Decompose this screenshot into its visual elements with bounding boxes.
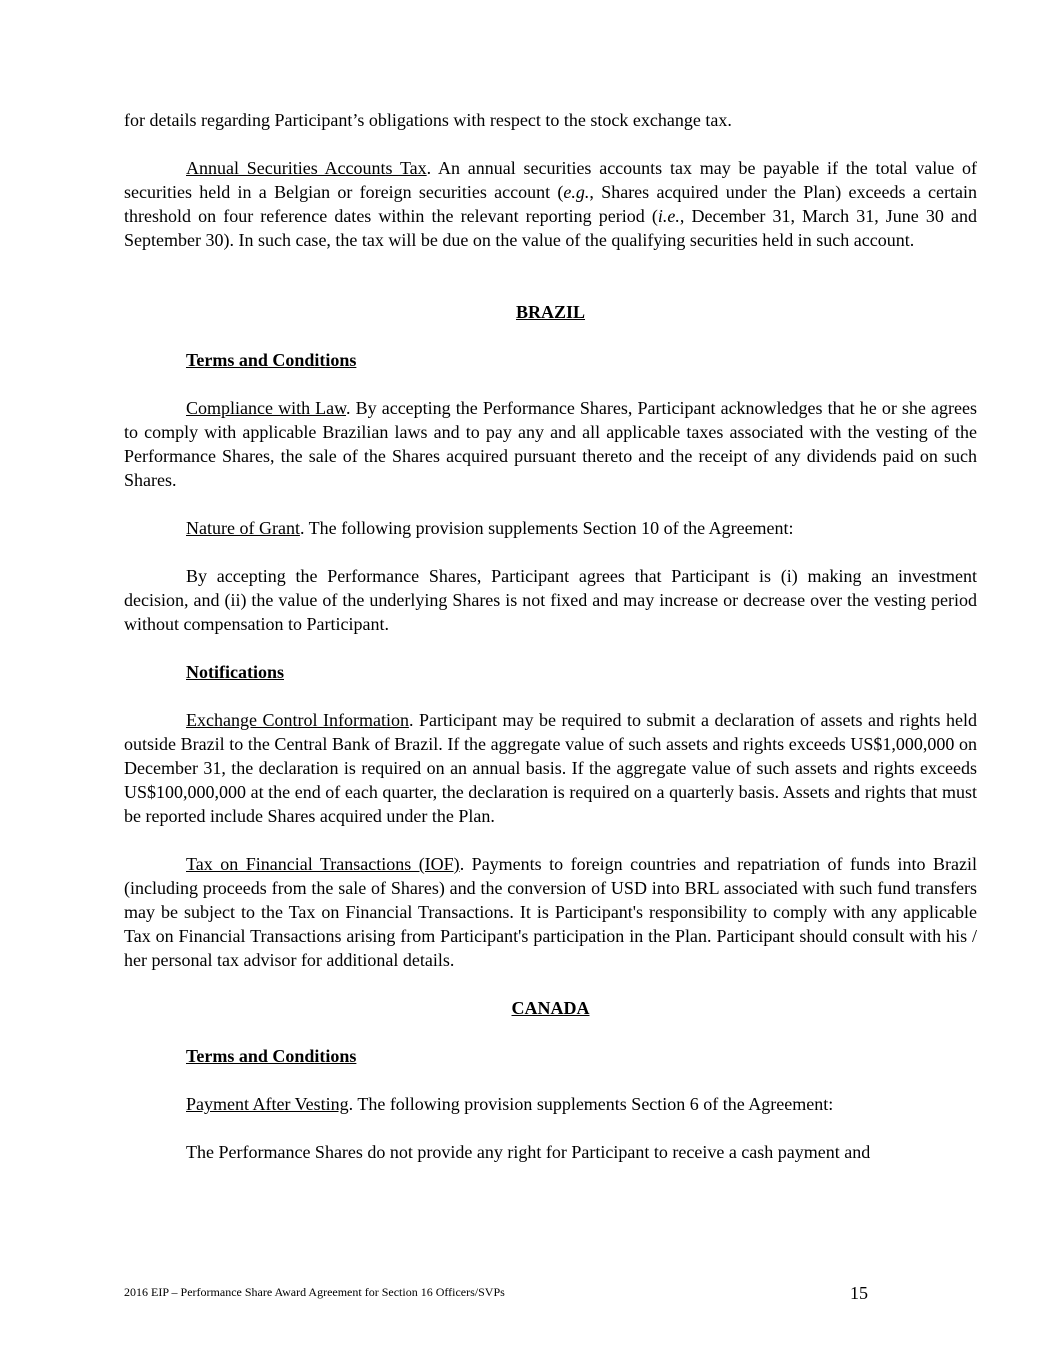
payment-after-vesting-paragraph: [124, 1092, 977, 1116]
canada-heading: CANADA: [511, 998, 590, 1018]
brazil-notifications-heading: Notifications: [186, 662, 284, 682]
nature-of-grant-body: By accepting the Performance Shares, Participant agrees that Participant is (i) making an investment decision, and (ii) the value of the underlying Shares is not fixed and may increase or decrease over the vesting period without compensation to Participant.: [124, 566, 977, 634]
canada-terms-heading: Terms and Conditions: [186, 1046, 357, 1066]
stock-exchange-tax-continuation: for details regarding Participant’s obligations with respect to the stock exchange tax.: [124, 110, 732, 130]
payment-after-vesting-text: . The following provision supplements Section 6 of the Agreement:: [348, 1094, 834, 1114]
brazil-heading: BRAZIL: [515, 302, 586, 322]
annual-securities-tax-text-3: , December 31, March 31, June 30 and September 30). In such case, the tax will be due on the value of the qualifying securities held in such account.: [124, 206, 977, 250]
payment-after-vesting-body: The Performance Shares do not provide any right for Participant to receive a cash payment and: [186, 1142, 871, 1162]
exchange-control-paragraph: [124, 708, 977, 828]
nature-of-grant-paragraph: [124, 516, 977, 540]
brazil-terms-heading: Terms and Conditions: [186, 350, 357, 370]
annual-securities-tax-paragraph: [124, 156, 977, 252]
nature-of-grant-text: . The following provision supplements Section 10 of the Agreement:: [299, 518, 794, 538]
annual-securities-tax-ie: i.e.: [657, 206, 680, 226]
iof-text: . Payments to foreign countries and repatriation of funds into Brazil (including proceeds from the sale of Shares) and the conversion of USD into BRL associated with such fund transfers may be subject to the Tax on Financial Transactions. It is Participant's responsibility to comply with any applicable Tax on Financial Transactions arising from Participant's participation in the Plan. Participant should consult with his / her personal tax advisor for additional details.: [124, 854, 977, 970]
exchange-control-title: Exchange Control Information: [186, 710, 409, 730]
page-number: 15: [850, 1283, 868, 1303]
document-page: [124, 108, 977, 1164]
nature-of-grant-title: Nature of Grant: [186, 518, 300, 538]
compliance-with-law-text: . By accepting the Performance Shares, Participant acknowledges that he or she agrees to comply with applicable Brazilian laws and to pay any and all applicable taxes associated with the vesting of the Performance Shares, the sale of the Shares acquired pursuant thereto and the receipt of any dividends paid on such Shares.: [124, 398, 977, 490]
exchange-control-text: . Participant may be required to submit a declaration of assets and rights held outside Brazil to the Central Bank of Brazil. If the aggregate value of such assets and rights exceeds US$1,000,000 on December 31, the declaration is required on an annual basis. If the aggregate value of such assets and rights exceeds US$100,000,000 at the end of each quarter, the declaration is required on a quarterly basis. Assets and rights that must be reported include Shares acquired under the Plan.: [124, 710, 977, 826]
compliance-with-law-paragraph: [124, 396, 977, 492]
iof-title: Tax on Financial Transactions (IOF): [186, 854, 460, 874]
annual-securities-tax-text-2: , Shares acquired under the Plan) exceeds a certain threshold on four reference dates within the relevant reporting period (: [124, 182, 977, 226]
compliance-with-law-title: Compliance with Law: [186, 398, 346, 418]
iof-paragraph: [124, 852, 977, 972]
footer-text: 2016 EIP – Performance Share Award Agreement for Section 16 Officers/SVPs: [124, 1285, 505, 1299]
annual-securities-tax-eg: e.g.: [563, 182, 590, 202]
annual-securities-tax-text-1: . An annual securities accounts tax may be payable if the total value of securities held in a Belgian or foreign securities account (: [124, 158, 977, 202]
annual-securities-tax-title: Annual Securities Accounts Tax: [186, 158, 427, 178]
payment-after-vesting-title: Payment After Vesting: [186, 1094, 349, 1114]
